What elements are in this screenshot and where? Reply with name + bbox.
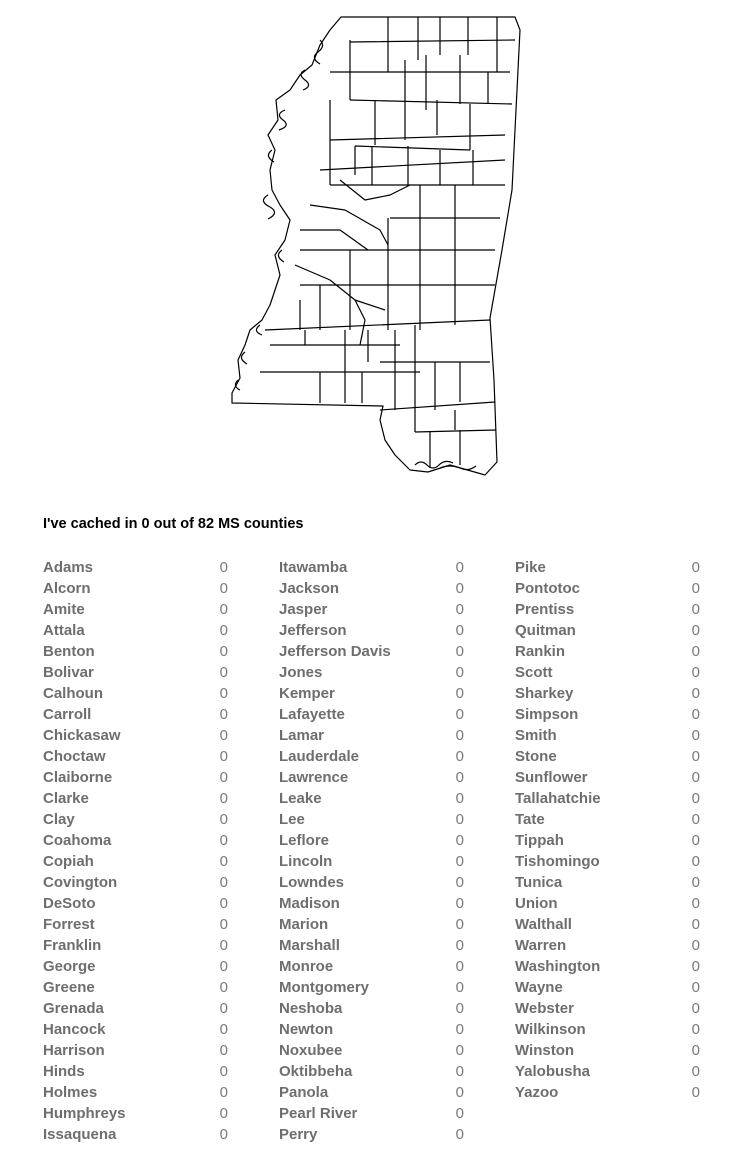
county-cache-count: 0 <box>455 1021 464 1038</box>
county-row <box>515 704 700 725</box>
county-row <box>279 809 464 830</box>
county-cache-count: 0 <box>219 559 228 576</box>
county-name: Lauderdale <box>279 748 360 765</box>
county-column-2 <box>279 557 464 1145</box>
county-row <box>515 1082 700 1103</box>
county-name: Alcorn <box>43 580 91 597</box>
county-row <box>515 683 700 704</box>
county-name: Hinds <box>43 1063 85 1080</box>
county-name: Holmes <box>43 1084 98 1101</box>
county-name: Prentiss <box>515 601 575 618</box>
county-name: Bolivar <box>43 664 94 681</box>
county-cache-count: 0 <box>691 1021 700 1038</box>
county-cache-count: 0 <box>455 769 464 786</box>
county-name: Walthall <box>515 916 572 933</box>
county-cache-count: 0 <box>691 706 700 723</box>
county-row <box>515 1061 700 1082</box>
county-row <box>279 557 464 578</box>
county-row <box>515 977 700 998</box>
county-row <box>279 1019 464 1040</box>
county-cache-count: 0 <box>691 748 700 765</box>
county-cache-count: 0 <box>455 1126 464 1143</box>
county-row <box>515 767 700 788</box>
county-cache-count: 0 <box>455 1063 464 1080</box>
county-name: Pearl River <box>279 1105 358 1122</box>
county-cache-count: 0 <box>455 559 464 576</box>
county-name: Choctaw <box>43 748 106 765</box>
county-name: Warren <box>515 937 567 954</box>
county-cache-count: 0 <box>691 1084 700 1101</box>
county-row <box>279 998 464 1019</box>
county-row <box>279 1082 464 1103</box>
state-outline <box>232 17 520 475</box>
county-name: Pike <box>515 559 546 576</box>
county-cache-count: 0 <box>219 937 228 954</box>
county-row <box>279 746 464 767</box>
county-column-1 <box>43 557 228 1145</box>
county-cache-count: 0 <box>455 664 464 681</box>
county-name: Panola <box>279 1084 329 1101</box>
county-row <box>515 1019 700 1040</box>
county-cache-count: 0 <box>455 958 464 975</box>
county-cache-count: 0 <box>219 685 228 702</box>
county-row <box>43 1061 228 1082</box>
county-name: Neshoba <box>279 1000 343 1017</box>
county-cache-count: 0 <box>455 790 464 807</box>
county-name: Madison <box>279 895 340 912</box>
county-row <box>43 683 228 704</box>
county-row <box>43 893 228 914</box>
county-row <box>515 641 700 662</box>
county-cache-count: 0 <box>219 979 228 996</box>
county-cache-count: 0 <box>691 643 700 660</box>
county-name: Carroll <box>43 706 92 723</box>
county-cache-count: 0 <box>219 1063 228 1080</box>
county-name: Webster <box>515 1000 574 1017</box>
county-name: Quitman <box>515 622 576 639</box>
county-name: Washington <box>515 958 601 975</box>
county-name: Winston <box>515 1042 575 1059</box>
county-cache-count: 0 <box>691 1000 700 1017</box>
county-row <box>279 914 464 935</box>
county-cache-count: 0 <box>219 748 228 765</box>
county-cache-count: 0 <box>455 706 464 723</box>
county-name: Lamar <box>279 727 325 744</box>
county-name: Sunflower <box>515 769 588 786</box>
county-name: Jackson <box>279 580 340 597</box>
county-row <box>43 578 228 599</box>
county-cache-count: 0 <box>691 559 700 576</box>
county-cache-count: 0 <box>219 601 228 618</box>
county-row <box>43 935 228 956</box>
county-row <box>279 788 464 809</box>
county-cache-count: 0 <box>691 853 700 870</box>
county-name: Yalobusha <box>515 1063 591 1080</box>
cache-summary: I've cached in 0 out of 82 MS counties <box>43 516 304 532</box>
county-name: Newton <box>279 1021 334 1038</box>
county-cache-count: 0 <box>455 1000 464 1017</box>
county-cache-count: 0 <box>691 958 700 975</box>
county-cache-count: 0 <box>691 664 700 681</box>
county-cache-count: 0 <box>691 979 700 996</box>
county-name: Coahoma <box>43 832 112 849</box>
county-row <box>43 662 228 683</box>
county-row <box>279 599 464 620</box>
county-row <box>279 935 464 956</box>
county-cache-count: 0 <box>691 769 700 786</box>
county-name: Jefferson Davis <box>279 643 391 660</box>
county-row <box>279 662 464 683</box>
county-cache-count: 0 <box>455 874 464 891</box>
county-row <box>43 830 228 851</box>
county-row <box>515 557 700 578</box>
county-row <box>43 1082 228 1103</box>
county-row <box>515 872 700 893</box>
county-name: Clay <box>43 811 75 828</box>
county-row <box>279 1061 464 1082</box>
county-row <box>279 851 464 872</box>
county-row <box>43 872 228 893</box>
county-name: Stone <box>515 748 557 765</box>
county-cache-count: 0 <box>691 916 700 933</box>
county-row <box>515 788 700 809</box>
county-name: Copiah <box>43 853 94 870</box>
county-row <box>279 683 464 704</box>
county-name: Calhoun <box>43 685 103 702</box>
county-name: Marshall <box>279 937 340 954</box>
county-name: Leake <box>279 790 322 807</box>
county-name: Marion <box>279 916 329 933</box>
county-name: Lafayette <box>279 706 345 723</box>
county-cache-count: 0 <box>219 1105 228 1122</box>
county-name: Tishomingo <box>515 853 600 870</box>
county-cache-count: 0 <box>219 1000 228 1017</box>
county-row <box>515 851 700 872</box>
county-name: George <box>43 958 96 975</box>
county-row <box>43 599 228 620</box>
county-row <box>515 809 700 830</box>
county-cache-count: 0 <box>455 1105 464 1122</box>
county-cache-count: 0 <box>691 937 700 954</box>
county-row <box>279 620 464 641</box>
county-row <box>515 998 700 1019</box>
county-row <box>43 956 228 977</box>
county-row <box>515 746 700 767</box>
county-cache-count: 0 <box>455 685 464 702</box>
county-name: Forrest <box>43 916 95 933</box>
county-cache-count: 0 <box>219 1021 228 1038</box>
county-cache-count: 0 <box>219 664 228 681</box>
county-cache-count: 0 <box>455 937 464 954</box>
county-cache-count: 0 <box>691 685 700 702</box>
county-row <box>279 641 464 662</box>
county-name: Lee <box>279 811 305 828</box>
county-name: Clarke <box>43 790 89 807</box>
county-name: Franklin <box>43 937 102 954</box>
county-name: Rankin <box>515 643 566 660</box>
county-cache-count: 0 <box>219 727 228 744</box>
county-row <box>515 893 700 914</box>
county-row <box>279 1124 464 1145</box>
county-cache-count: 0 <box>455 1042 464 1059</box>
county-cache-count: 0 <box>455 601 464 618</box>
county-row <box>279 578 464 599</box>
county-cache-count: 0 <box>219 706 228 723</box>
county-cache-count: 0 <box>455 622 464 639</box>
county-row <box>279 872 464 893</box>
county-row <box>279 956 464 977</box>
county-cache-count: 0 <box>219 622 228 639</box>
county-name: Claiborne <box>43 769 113 786</box>
county-name: Greene <box>43 979 95 996</box>
county-name: Scott <box>515 664 553 681</box>
county-name: Amite <box>43 601 85 618</box>
county-cache-count: 0 <box>691 601 700 618</box>
county-name: Attala <box>43 622 85 639</box>
county-row <box>515 830 700 851</box>
county-name: Itawamba <box>279 559 348 576</box>
county-row <box>43 809 228 830</box>
county-name: Yazoo <box>515 1084 559 1101</box>
county-row <box>279 704 464 725</box>
mississippi-county-map[interactable] <box>225 10 525 490</box>
county-name: Jones <box>279 664 323 681</box>
county-cache-count: 0 <box>455 748 464 765</box>
county-row <box>515 935 700 956</box>
county-row <box>43 746 228 767</box>
county-cache-count: 0 <box>691 622 700 639</box>
county-row <box>279 1040 464 1061</box>
county-cache-count: 0 <box>455 916 464 933</box>
county-row <box>43 620 228 641</box>
county-name: Tate <box>515 811 545 828</box>
county-name: Lincoln <box>279 853 333 870</box>
county-row <box>43 977 228 998</box>
county-name: Leflore <box>279 832 330 849</box>
county-name: Tunica <box>515 874 563 891</box>
county-row <box>515 956 700 977</box>
county-row <box>43 1124 228 1145</box>
county-row <box>515 1040 700 1061</box>
county-name: Simpson <box>515 706 579 723</box>
county-cache-count: 0 <box>455 832 464 849</box>
county-cache-count: 0 <box>691 1042 700 1059</box>
county-row <box>43 557 228 578</box>
county-row <box>279 977 464 998</box>
county-name: Humphreys <box>43 1105 126 1122</box>
county-cache-count: 0 <box>455 853 464 870</box>
county-row <box>515 662 700 683</box>
county-cache-count: 0 <box>219 853 228 870</box>
county-cache-count: 0 <box>219 958 228 975</box>
county-cache-count: 0 <box>691 811 700 828</box>
county-name: Adams <box>43 559 94 576</box>
county-name: Hancock <box>43 1021 106 1038</box>
county-row <box>279 830 464 851</box>
county-cache-count: 0 <box>219 1084 228 1101</box>
county-name: Smith <box>515 727 557 744</box>
county-row <box>515 578 700 599</box>
county-name: Issaquena <box>43 1126 117 1143</box>
county-row <box>279 893 464 914</box>
county-row <box>43 851 228 872</box>
county-cache-count: 0 <box>691 1063 700 1080</box>
county-row <box>515 620 700 641</box>
county-row <box>43 641 228 662</box>
county-cache-count: 0 <box>455 895 464 912</box>
county-cache-count: 0 <box>219 1042 228 1059</box>
county-name: Chickasaw <box>43 727 121 744</box>
county-row <box>43 788 228 809</box>
county-row <box>43 767 228 788</box>
county-cache-count: 0 <box>455 1084 464 1101</box>
county-name: Lawrence <box>279 769 349 786</box>
county-cache-count: 0 <box>219 895 228 912</box>
county-cache-count: 0 <box>219 916 228 933</box>
county-name: Grenada <box>43 1000 104 1017</box>
county-name: Jasper <box>279 601 328 618</box>
county-name: Oktibbeha <box>279 1063 353 1080</box>
county-name: Monroe <box>279 958 334 975</box>
county-cache-count: 0 <box>219 790 228 807</box>
county-row <box>279 1103 464 1124</box>
county-cache-count: 0 <box>455 580 464 597</box>
county-name: Kemper <box>279 685 335 702</box>
county-row <box>43 1019 228 1040</box>
county-name: Montgomery <box>279 979 369 996</box>
county-cache-count: 0 <box>219 874 228 891</box>
county-column-3 <box>515 557 700 1103</box>
county-name: Wilkinson <box>515 1021 586 1038</box>
county-cache-count: 0 <box>219 832 228 849</box>
county-name: Tippah <box>515 832 564 849</box>
county-name: Tallahatchie <box>515 790 601 807</box>
county-cache-count: 0 <box>219 1126 228 1143</box>
county-name: Sharkey <box>515 685 574 702</box>
county-cache-count: 0 <box>691 895 700 912</box>
county-row <box>43 1103 228 1124</box>
county-cache-count: 0 <box>691 832 700 849</box>
county-name: Pontotoc <box>515 580 580 597</box>
county-cache-count: 0 <box>219 811 228 828</box>
county-row <box>515 599 700 620</box>
county-cache-count: 0 <box>455 727 464 744</box>
county-name: DeSoto <box>43 895 96 912</box>
county-cache-count: 0 <box>691 790 700 807</box>
county-cache-count: 0 <box>691 580 700 597</box>
county-cache-count: 0 <box>219 769 228 786</box>
county-row <box>515 914 700 935</box>
county-cache-count: 0 <box>691 874 700 891</box>
county-name: Union <box>515 895 558 912</box>
county-row <box>279 725 464 746</box>
county-row <box>43 914 228 935</box>
county-name: Benton <box>43 643 95 660</box>
county-row <box>515 725 700 746</box>
county-name: Lowndes <box>279 874 345 891</box>
county-row <box>43 998 228 1019</box>
county-name: Covington <box>43 874 118 891</box>
county-cache-count: 0 <box>219 580 228 597</box>
county-cache-count: 0 <box>455 811 464 828</box>
county-name: Jefferson <box>279 622 347 639</box>
county-cache-count: 0 <box>455 979 464 996</box>
county-cache-count: 0 <box>219 643 228 660</box>
county-name: Perry <box>279 1126 318 1143</box>
county-row <box>43 1040 228 1061</box>
county-cache-count: 0 <box>691 727 700 744</box>
county-name: Wayne <box>515 979 563 996</box>
county-row <box>43 725 228 746</box>
county-row <box>43 704 228 725</box>
county-name: Noxubee <box>279 1042 343 1059</box>
county-row <box>279 767 464 788</box>
county-cache-count: 0 <box>455 643 464 660</box>
county-name: Harrison <box>43 1042 105 1059</box>
